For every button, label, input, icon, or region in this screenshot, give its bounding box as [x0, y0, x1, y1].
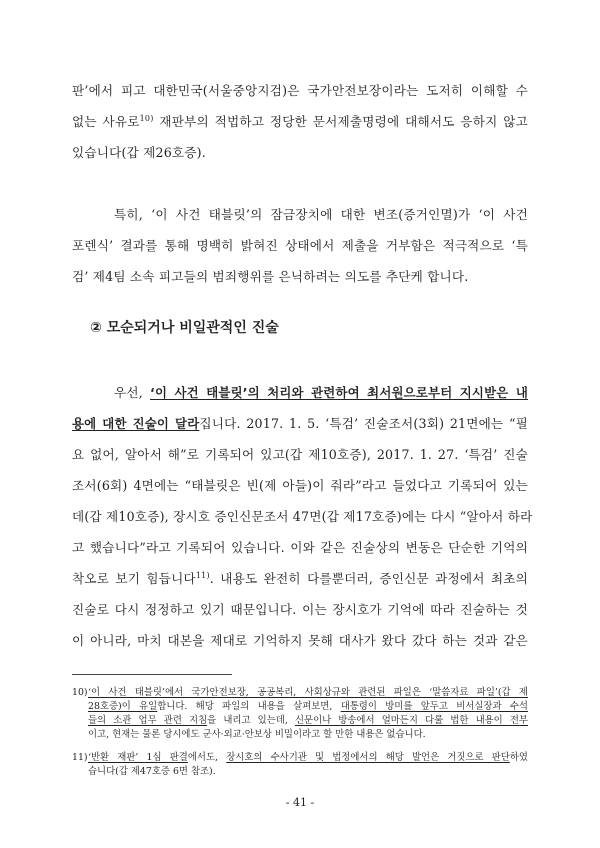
- emphasized-text: ‘이 사건 태블릿’의 처리와 관련하여 최서원으로부터 지시받은 내: [150, 385, 528, 400]
- paragraph2-line3: [72, 268, 528, 286]
- page-number: - 41 -: [285, 796, 315, 809]
- footnote-divider: [72, 674, 232, 675]
- text: 데(갑 제10호증), 장시호 증인신문조서 47면(갑 제17호증)에는 다시 “알아서 하라: [72, 509, 533, 524]
- paragraph3-line1: [114, 384, 528, 402]
- paragraph3-line9: [72, 632, 528, 650]
- text: 판’에서 피고 대한민국(서울중앙지검)은 국가안전보장이라는 도저히 이해할 수: [72, 83, 528, 98]
- text: 에서도,: [187, 752, 227, 763]
- footnote-number: 11): [72, 752, 88, 763]
- paragraph3-line8: [72, 601, 528, 619]
- paragraph3-line3: [72, 446, 528, 464]
- text: 습니다(갑 제47호증 6면 참조).: [88, 766, 216, 777]
- footnote-ref-10[interactable]: 10): [139, 113, 154, 123]
- paragraph3-line2: [72, 415, 528, 433]
- text: 재판부의 적법하고 정당한 문서제출명령에 대해서도 응하지 않고: [153, 114, 529, 129]
- text: 신문이나 방송에서 얼마든지 다룰 법한 내용이 전부: [294, 715, 528, 726]
- text: 특히, ‘이 사건 태블릿’의 잠금장치에 대한 변조(증거인멸)가 ‘이 사건: [114, 207, 528, 222]
- paragraph1-line3: [72, 144, 528, 162]
- footnote-10-line4: [88, 728, 528, 742]
- text: 조서(6회) 4면에는 “태블릿은 빈(제 아들)이 줘라”라고 들었다고 기록되어 있는: [72, 478, 528, 493]
- paragraph3-line7: [72, 570, 528, 588]
- footnote-10-line2: [88, 700, 528, 714]
- text: ‘반환 재판’ 1심 판결: [88, 752, 188, 763]
- text: 하였: [509, 752, 528, 763]
- footnote-number: 10): [72, 687, 88, 698]
- text: 고 했습니다”라고 기록되어 있습니다. 이와 같은 진술상의 변동은 단순한 기억의: [72, 540, 528, 555]
- paragraph3-line4: [72, 477, 528, 495]
- text: 우선,: [114, 385, 151, 400]
- emphasized-text: 용에 대한 진술이 달라: [72, 416, 200, 431]
- text: 진술로 다시 정정하고 있기 때문입니다. 이는 장시호가 기억에 따라 진술하는 것: [72, 602, 528, 617]
- paragraph1-line2: [72, 113, 528, 131]
- text: 이고, 현재는 물론 당시에도 군사·외교·안보상 비밀이라고 할 만한 내용은 없습니다.: [88, 729, 426, 740]
- text: 28호증)이 유일: [88, 701, 158, 712]
- paragraph2-line2: [72, 237, 528, 255]
- text: 장시호의 수사기관 및 법정에서의 해당 발언은 거짓으로 판단: [226, 752, 510, 763]
- footnote-ref-11[interactable]: 11): [195, 570, 210, 580]
- text: 착오로 보기 힘듭니다: [72, 571, 196, 586]
- text: 없는 사유로: [72, 114, 140, 129]
- footnote-10-line3: [88, 714, 528, 728]
- text: 을 내리고 있는데,: [207, 715, 295, 726]
- text: 합니다. 해당 파일의 내용을 살펴보면,: [157, 701, 341, 712]
- footnote-10-line1: [72, 686, 528, 700]
- footnote-11-line2: [88, 765, 528, 779]
- text: 검’ 제4팀 소속 피고들의 범죄행위를 은닉하려는 의도를 추단케 합니다.: [72, 269, 469, 284]
- section-heading: ② 모순되거나 비일관적인 진술: [90, 320, 279, 336]
- text: ‘이 사건 태블릿’에서 국가안전보장, 공공복리, 사회상규와 관련된 파일은 ‘말씀자료 파일’(갑 제: [88, 687, 528, 698]
- paragraph3-line6: [72, 539, 528, 557]
- text: 있습니다(갑 제26호증).: [72, 145, 206, 160]
- paragraph3-line5: [72, 508, 533, 526]
- text: 집니다. 2017. 1. 5. ‘특검’ 진술조서(3회) 21면에는 “필: [199, 416, 528, 431]
- text: 포렌식’ 결과를 통해 명백히 밝혀진 상태에서 제출을 거부함은 적극적으로 ‘특: [72, 238, 528, 253]
- paragraph1-line1: [72, 82, 528, 100]
- text: 대통령이 방미를 앞두고 비서실장과 수석: [340, 701, 528, 712]
- text: 요 없어, 알아서 해”로 기록되어 있고(갑 제10호증), 2017. 1. 27. ‘특검’ 진술: [72, 447, 528, 462]
- text: . 내용도 완전히 다를뿐더러, 증인신문 과정에서 최초의: [209, 571, 529, 586]
- footnote-11-line1: [72, 751, 528, 765]
- paragraph2-line1: [114, 206, 528, 224]
- text: 들의 소관 업무 관련 지침: [88, 715, 208, 726]
- text: 이 아니라, 마치 대본을 제대로 기억하지 못해 대사가 왔다 갔다 하는 것과 같은: [72, 633, 528, 648]
